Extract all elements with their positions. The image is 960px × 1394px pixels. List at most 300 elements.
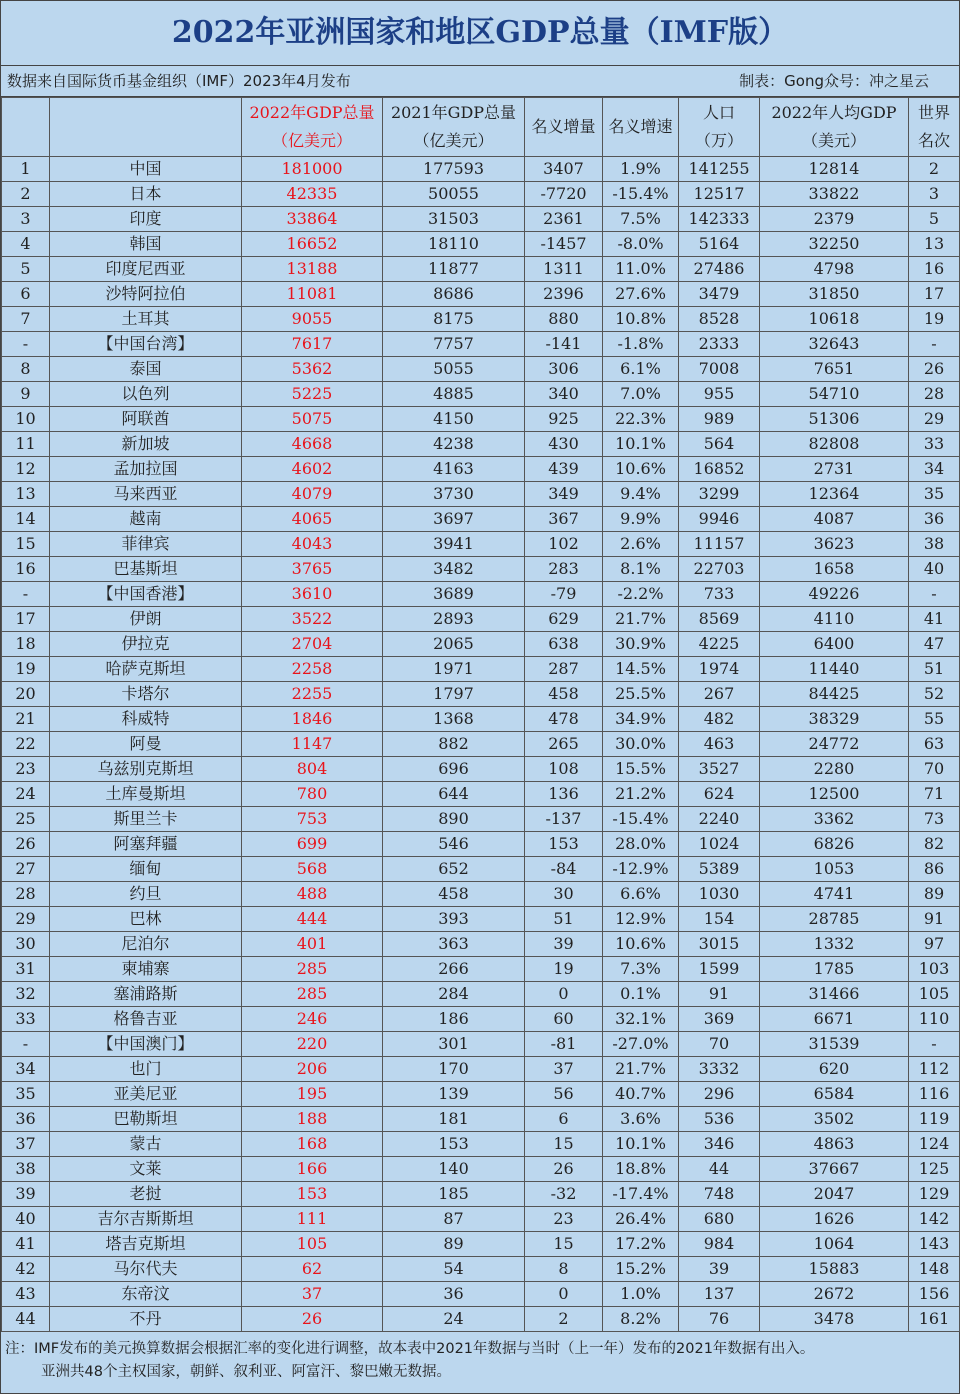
cell-population: 1024 (679, 832, 760, 857)
cell-percap: 7651 (760, 357, 909, 382)
table-row (2, 1032, 960, 1057)
cell-gdp2022: 2255 (242, 682, 383, 707)
cell-gdp2022: 42335 (242, 182, 383, 207)
gdp-table (1, 97, 960, 1332)
table-row (2, 482, 960, 507)
cell-world-rank: 110 (909, 1007, 960, 1032)
cell-gdp2022: 26 (242, 1307, 383, 1332)
cell-rank: 32 (2, 982, 50, 1007)
cell-name: 日本 (50, 182, 242, 207)
cell-gdp2022: 2258 (242, 657, 383, 682)
cell-population: 296 (679, 1082, 760, 1107)
author-text: 制表：Gong众号：冲之星云 (739, 72, 929, 90)
cell-gdp2021: 2893 (383, 607, 525, 632)
cell-percap: 32643 (760, 332, 909, 357)
cell-population: 16852 (679, 457, 760, 482)
cell-increase: -1457 (525, 232, 603, 257)
cell-name: 【中国台湾】 (50, 332, 242, 357)
cell-rank: 7 (2, 307, 50, 332)
cell-growth: 18.8% (603, 1157, 679, 1182)
cell-growth: 26.4% (603, 1207, 679, 1232)
cell-name: 马尔代夫 (50, 1257, 242, 1282)
cell-increase: 2 (525, 1307, 603, 1332)
cell-growth: 21.7% (603, 607, 679, 632)
cell-gdp2021: 266 (383, 957, 525, 982)
cell-gdp2022: 1846 (242, 707, 383, 732)
cell-gdp2022: 62 (242, 1257, 383, 1282)
cell-percap: 12500 (760, 782, 909, 807)
cell-rank: 26 (2, 832, 50, 857)
cell-population: 5164 (679, 232, 760, 257)
cell-population: 463 (679, 732, 760, 757)
cell-growth: 40.7% (603, 1082, 679, 1107)
cell-name: 格鲁吉亚 (50, 1007, 242, 1032)
cell-rank: 33 (2, 1007, 50, 1032)
cell-world-rank: 33 (909, 432, 960, 457)
cell-percap: 38329 (760, 707, 909, 732)
cell-rank: 20 (2, 682, 50, 707)
cell-gdp2021: 18110 (383, 232, 525, 257)
cell-world-rank: 97 (909, 932, 960, 957)
cell-increase: 439 (525, 457, 603, 482)
cell-world-rank: 47 (909, 632, 960, 657)
cell-increase: 629 (525, 607, 603, 632)
cell-world-rank: 156 (909, 1282, 960, 1307)
cell-world-rank: 86 (909, 857, 960, 882)
cell-rank: 24 (2, 782, 50, 807)
header-gdp2021-line1: 2021年GDP总量 (390, 103, 517, 122)
cell-world-rank: 36 (909, 507, 960, 532)
cell-rank: 44 (2, 1307, 50, 1332)
table-row (2, 1182, 960, 1207)
table-row (2, 457, 960, 482)
cell-population: 346 (679, 1132, 760, 1157)
cell-increase: 15 (525, 1132, 603, 1157)
cell-gdp2022: 285 (242, 957, 383, 982)
cell-percap: 620 (760, 1057, 909, 1082)
cell-percap: 1658 (760, 557, 909, 582)
cell-growth: 32.1% (603, 1007, 679, 1032)
cell-gdp2021: 3689 (383, 582, 525, 607)
cell-world-rank: 5 (909, 207, 960, 232)
cell-growth: 6.6% (603, 882, 679, 907)
cell-rank: 38 (2, 1157, 50, 1182)
cell-gdp2022: 188 (242, 1107, 383, 1132)
cell-growth: 7.3% (603, 957, 679, 982)
cell-name: 科威特 (50, 707, 242, 732)
cell-gdp2021: 284 (383, 982, 525, 1007)
cell-growth: -2.2% (603, 582, 679, 607)
table-row (2, 207, 960, 232)
cell-name: 也门 (50, 1057, 242, 1082)
cell-increase: 340 (525, 382, 603, 407)
cell-rank: 34 (2, 1057, 50, 1082)
cell-increase: 0 (525, 982, 603, 1007)
cell-name: 蒙古 (50, 1132, 242, 1157)
cell-world-rank: - (909, 582, 960, 607)
header-world-line2: 名次 (917, 131, 950, 150)
cell-increase: 102 (525, 532, 603, 557)
cell-name: 塞浦路斯 (50, 982, 242, 1007)
cell-gdp2022: 568 (242, 857, 383, 882)
cell-population: 91 (679, 982, 760, 1007)
cell-growth: 9.9% (603, 507, 679, 532)
cell-rank: 42 (2, 1257, 50, 1282)
cell-gdp2021: 186 (383, 1007, 525, 1032)
cell-world-rank: 119 (909, 1107, 960, 1132)
cell-gdp2021: 31503 (383, 207, 525, 232)
header-gdp2021 (383, 98, 525, 157)
cell-population: 44 (679, 1157, 760, 1182)
cell-gdp2021: 89 (383, 1232, 525, 1257)
cell-growth: -15.4% (603, 182, 679, 207)
cell-world-rank: 124 (909, 1132, 960, 1157)
table-row (2, 582, 960, 607)
cell-gdp2022: 5075 (242, 407, 383, 432)
cell-gdp2021: 87 (383, 1207, 525, 1232)
cell-gdp2021: 393 (383, 907, 525, 932)
cell-increase: -79 (525, 582, 603, 607)
page-title: 2022年亚洲国家和地区GDP总量（IMF版） (1, 1, 959, 66)
cell-gdp2021: 5055 (383, 357, 525, 382)
table-row (2, 707, 960, 732)
cell-population: 369 (679, 1007, 760, 1032)
cell-increase: 37 (525, 1057, 603, 1082)
header-gdp2022-line2: （亿美元） (271, 131, 352, 150)
cell-gdp2022: 111 (242, 1207, 383, 1232)
cell-increase: 0 (525, 1282, 603, 1307)
cell-rank: 12 (2, 457, 50, 482)
cell-increase: 153 (525, 832, 603, 857)
cell-gdp2022: 699 (242, 832, 383, 857)
cell-growth: 3.6% (603, 1107, 679, 1132)
cell-percap: 2731 (760, 457, 909, 482)
header-world-rank (909, 98, 960, 157)
cell-world-rank: 51 (909, 657, 960, 682)
cell-gdp2021: 185 (383, 1182, 525, 1207)
cell-gdp2021: 50055 (383, 182, 525, 207)
cell-name: 巴林 (50, 907, 242, 932)
cell-percap: 3362 (760, 807, 909, 832)
cell-name: 菲律宾 (50, 532, 242, 557)
cell-percap: 12814 (760, 157, 909, 182)
cell-gdp2021: 3941 (383, 532, 525, 557)
cell-percap: 32250 (760, 232, 909, 257)
cell-world-rank: 105 (909, 982, 960, 1007)
table-row (2, 1057, 960, 1082)
cell-name: 老挝 (50, 1182, 242, 1207)
cell-rank: 4 (2, 232, 50, 257)
cell-growth: 8.2% (603, 1307, 679, 1332)
cell-population: 3299 (679, 482, 760, 507)
cell-increase: 56 (525, 1082, 603, 1107)
cell-gdp2021: 153 (383, 1132, 525, 1157)
table-row (2, 607, 960, 632)
cell-population: 11157 (679, 532, 760, 557)
cell-gdp2022: 16652 (242, 232, 383, 257)
cell-world-rank: 52 (909, 682, 960, 707)
cell-gdp2021: 177593 (383, 157, 525, 182)
cell-world-rank: 26 (909, 357, 960, 382)
cell-world-rank: 148 (909, 1257, 960, 1282)
table-row (2, 407, 960, 432)
cell-gdp2021: 139 (383, 1082, 525, 1107)
table-row (2, 1282, 960, 1307)
cell-gdp2022: 444 (242, 907, 383, 932)
cell-gdp2021: 1971 (383, 657, 525, 682)
cell-rank: 43 (2, 1282, 50, 1307)
header-name (50, 98, 242, 157)
cell-growth: 8.1% (603, 557, 679, 582)
cell-rank: 1 (2, 157, 50, 182)
cell-increase: 265 (525, 732, 603, 757)
cell-growth: 1.9% (603, 157, 679, 182)
cell-world-rank: 40 (909, 557, 960, 582)
table-row (2, 1307, 960, 1332)
cell-population: 564 (679, 432, 760, 457)
cell-rank: 35 (2, 1082, 50, 1107)
cell-population: 7008 (679, 357, 760, 382)
cell-gdp2022: 4668 (242, 432, 383, 457)
cell-population: 482 (679, 707, 760, 732)
cell-increase: 2361 (525, 207, 603, 232)
cell-gdp2022: 33864 (242, 207, 383, 232)
table-row (2, 257, 960, 282)
table-row (2, 857, 960, 882)
cell-increase: -81 (525, 1032, 603, 1057)
cell-growth: 12.9% (603, 907, 679, 932)
cell-growth: 10.6% (603, 932, 679, 957)
cell-rank: 29 (2, 907, 50, 932)
cell-growth: 22.3% (603, 407, 679, 432)
cell-growth: 15.2% (603, 1257, 679, 1282)
cell-increase: 287 (525, 657, 603, 682)
table-row (2, 782, 960, 807)
cell-percap: 31850 (760, 282, 909, 307)
cell-percap: 33822 (760, 182, 909, 207)
cell-name: 马来西亚 (50, 482, 242, 507)
cell-percap: 6400 (760, 632, 909, 657)
table-row (2, 982, 960, 1007)
cell-rank: 27 (2, 857, 50, 882)
cell-percap: 6671 (760, 1007, 909, 1032)
table-row (2, 882, 960, 907)
table-row (2, 357, 960, 382)
cell-world-rank: 3 (909, 182, 960, 207)
cell-gdp2022: 5225 (242, 382, 383, 407)
cell-gdp2021: 3482 (383, 557, 525, 582)
cell-population: 70 (679, 1032, 760, 1057)
table-row (2, 657, 960, 682)
cell-world-rank: 142 (909, 1207, 960, 1232)
cell-rank: 3 (2, 207, 50, 232)
cell-world-rank: 17 (909, 282, 960, 307)
cell-rank: 28 (2, 882, 50, 907)
header-rank (2, 98, 50, 157)
cell-gdp2022: 37 (242, 1282, 383, 1307)
table-row (2, 1082, 960, 1107)
cell-growth: 15.5% (603, 757, 679, 782)
cell-rank: 8 (2, 357, 50, 382)
cell-percap: 6584 (760, 1082, 909, 1107)
cell-gdp2021: 652 (383, 857, 525, 882)
table-row (2, 1132, 960, 1157)
cell-gdp2022: 105 (242, 1232, 383, 1257)
cell-name: 中国 (50, 157, 242, 182)
cell-population: 267 (679, 682, 760, 707)
cell-gdp2021: 4238 (383, 432, 525, 457)
cell-name: 伊拉克 (50, 632, 242, 657)
cell-world-rank: 16 (909, 257, 960, 282)
cell-increase: 60 (525, 1007, 603, 1032)
cell-increase: 30 (525, 882, 603, 907)
cell-population: 8528 (679, 307, 760, 332)
cell-percap: 28785 (760, 907, 909, 932)
cell-rank: 2 (2, 182, 50, 207)
cell-gdp2022: 4079 (242, 482, 383, 507)
cell-rank: 15 (2, 532, 50, 557)
table-row (2, 157, 960, 182)
cell-world-rank: 82 (909, 832, 960, 857)
cell-growth: 14.5% (603, 657, 679, 682)
cell-rank: 10 (2, 407, 50, 432)
cell-population: 22703 (679, 557, 760, 582)
cell-world-rank: 73 (909, 807, 960, 832)
cell-percap: 4798 (760, 257, 909, 282)
cell-population: 1974 (679, 657, 760, 682)
header-increase: 名义增量 (525, 98, 603, 157)
cell-increase: 39 (525, 932, 603, 957)
table-row (2, 957, 960, 982)
cell-growth: -12.9% (603, 857, 679, 882)
header-world-line1: 世界 (917, 103, 950, 122)
cell-name: 亚美尼亚 (50, 1082, 242, 1107)
cell-percap: 54710 (760, 382, 909, 407)
cell-growth: 34.9% (603, 707, 679, 732)
cell-population: 12517 (679, 182, 760, 207)
cell-percap: 1332 (760, 932, 909, 957)
cell-growth: 10.1% (603, 432, 679, 457)
cell-growth: 27.6% (603, 282, 679, 307)
cell-name: 尼泊尔 (50, 932, 242, 957)
cell-growth: 10.8% (603, 307, 679, 332)
cell-gdp2021: 2065 (383, 632, 525, 657)
cell-rank: 16 (2, 557, 50, 582)
cell-increase: 51 (525, 907, 603, 932)
cell-rank: 41 (2, 1232, 50, 1257)
cell-name: 卡塔尔 (50, 682, 242, 707)
cell-world-rank: 125 (909, 1157, 960, 1182)
cell-gdp2022: 11081 (242, 282, 383, 307)
cell-name: 新加坡 (50, 432, 242, 457)
cell-world-rank: 161 (909, 1307, 960, 1332)
cell-growth: 6.1% (603, 357, 679, 382)
cell-gdp2022: 1147 (242, 732, 383, 757)
cell-growth: -17.4% (603, 1182, 679, 1207)
cell-gdp2022: 4043 (242, 532, 383, 557)
cell-world-rank: 41 (909, 607, 960, 632)
header-percap-line1: 2022年人均GDP (771, 103, 897, 122)
cell-percap: 2047 (760, 1182, 909, 1207)
cell-name: 阿联酋 (50, 407, 242, 432)
cell-growth: 9.4% (603, 482, 679, 507)
cell-gdp2021: 170 (383, 1057, 525, 1082)
cell-gdp2022: 401 (242, 932, 383, 957)
cell-gdp2022: 488 (242, 882, 383, 907)
header-population (679, 98, 760, 157)
cell-increase: 108 (525, 757, 603, 782)
cell-population: 3527 (679, 757, 760, 782)
cell-population: 989 (679, 407, 760, 432)
cell-growth: 21.2% (603, 782, 679, 807)
cell-rank: 25 (2, 807, 50, 832)
cell-gdp2022: 220 (242, 1032, 383, 1057)
cell-gdp2022: 285 (242, 982, 383, 1007)
cell-percap: 1053 (760, 857, 909, 882)
cell-population: 955 (679, 382, 760, 407)
cell-name: 文莱 (50, 1157, 242, 1182)
header-growth: 名义增速 (603, 98, 679, 157)
cell-name: 缅甸 (50, 857, 242, 882)
cell-name: 越南 (50, 507, 242, 532)
header-gdp2021-line2: （亿美元） (413, 131, 494, 150)
cell-world-rank: 19 (909, 307, 960, 332)
cell-increase: 8 (525, 1257, 603, 1282)
cell-rank: 23 (2, 757, 50, 782)
cell-increase: 6 (525, 1107, 603, 1132)
cell-gdp2021: 24 (383, 1307, 525, 1332)
table-row (2, 307, 960, 332)
table-row (2, 1107, 960, 1132)
cell-increase: -141 (525, 332, 603, 357)
header-percap-line2: （美元） (801, 131, 866, 150)
cell-increase: 15 (525, 1232, 603, 1257)
cell-world-rank: 116 (909, 1082, 960, 1107)
cell-name: 阿曼 (50, 732, 242, 757)
cell-population: 1030 (679, 882, 760, 907)
cell-increase: 3407 (525, 157, 603, 182)
cell-percap: 1064 (760, 1232, 909, 1257)
cell-name: 东帝汶 (50, 1282, 242, 1307)
cell-gdp2021: 8686 (383, 282, 525, 307)
cell-world-rank: 129 (909, 1182, 960, 1207)
cell-growth: 7.0% (603, 382, 679, 407)
table-row (2, 632, 960, 657)
cell-growth: -27.0% (603, 1032, 679, 1057)
cell-growth: 21.7% (603, 1057, 679, 1082)
cell-growth: -8.0% (603, 232, 679, 257)
cell-gdp2022: 206 (242, 1057, 383, 1082)
cell-name: 韩国 (50, 232, 242, 257)
table-row (2, 932, 960, 957)
table-row (2, 232, 960, 257)
cell-growth: -15.4% (603, 807, 679, 832)
table-row (2, 182, 960, 207)
cell-gdp2021: 1797 (383, 682, 525, 707)
cell-gdp2022: 804 (242, 757, 383, 782)
cell-percap: 3478 (760, 1307, 909, 1332)
cell-world-rank: 55 (909, 707, 960, 732)
cell-name: 哈萨克斯坦 (50, 657, 242, 682)
cell-increase: 2396 (525, 282, 603, 307)
cell-percap: 2280 (760, 757, 909, 782)
cell-name: 【中国香港】 (50, 582, 242, 607)
cell-world-rank: 2 (909, 157, 960, 182)
cell-gdp2022: 3765 (242, 557, 383, 582)
cell-name: 以色列 (50, 382, 242, 407)
cell-gdp2021: 4885 (383, 382, 525, 407)
cell-rank: 5 (2, 257, 50, 282)
